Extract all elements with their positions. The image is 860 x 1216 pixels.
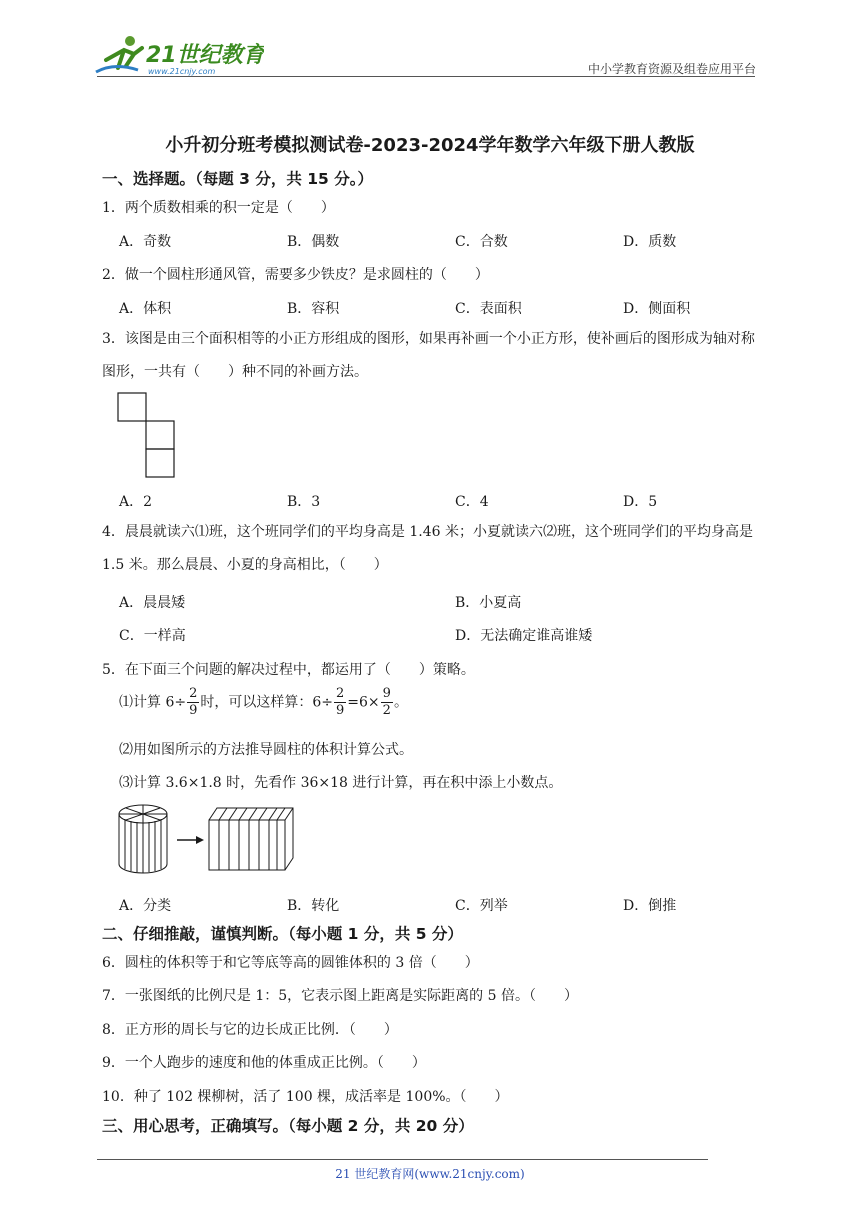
three-squares-figure: [117, 392, 177, 480]
header-divider: [97, 76, 755, 77]
section2-heading: 二、仔细推敲，谨慎判断。（每小题 1 分，共 5 分）: [102, 925, 463, 943]
q8-text: 8．正方形的周长与它的边长成正比例．（ ）: [102, 1022, 398, 1038]
q3-option-a: A．2: [119, 494, 153, 510]
fraction: $\frac{2}{9}$: [189, 686, 198, 718]
page-title: 小升初分班考模拟测试卷-2023-2024学年数学六年级下册人教版: [165, 135, 695, 156]
q1-text: 1．两个质数相乘的积一定是（ ）: [102, 200, 335, 216]
platform-name: 中小学教育资源及组卷应用平台: [587, 62, 756, 76]
q5-text: 5．在下面三个问题的解决过程中，都运用了（ ）策略。: [102, 662, 475, 678]
q4-option-b: B．小夏高: [455, 595, 522, 611]
q7-text: 7．一张图纸的比例尺是 1：5，它表示图上距离是实际距离的 5 倍。（ ）: [102, 988, 578, 1004]
q2-text: 2．做一个圆柱形通风管，需要多少铁皮？是求圆柱的（ ）: [102, 267, 489, 283]
q2-option-d: D．侧面积: [623, 301, 691, 317]
q2-option-b: B．容积: [287, 301, 340, 317]
q3-option-b: B．3: [287, 494, 321, 510]
footer-divider: [97, 1159, 708, 1160]
footer-text: 21 世纪教育网(www.21cnjy.com): [335, 1167, 525, 1181]
section1-heading: 一、选择题。（每题 3 分，共 15 分。）: [102, 170, 373, 188]
q3-option-c: C．4: [455, 494, 489, 510]
cylinder-transform-figure: [112, 800, 302, 880]
q10-text: 10．种了 102 棵柳树，活了 100 棵，成活率是 100%。（ ）: [102, 1089, 509, 1105]
runner-icon: [96, 36, 142, 72]
section3-heading: 三、用心思考，正确填写。（每小题 2 分，共 20 分）: [102, 1117, 474, 1135]
q4-option-c: C．一样高: [119, 628, 186, 644]
q9-text: 9．一个人跑步的速度和他的体重成正比例。（ ）: [102, 1055, 426, 1071]
q1-option-b: B．偶数: [287, 234, 340, 250]
q5-option-d: D．倒推: [623, 898, 677, 914]
q1-option-c: C．合数: [455, 234, 508, 250]
q5-option-a: A．分类: [119, 898, 172, 914]
q3-option-d: D．5: [623, 494, 658, 510]
site-logo: [94, 32, 264, 76]
logo-url: www.21cnjy.com: [148, 67, 216, 76]
q2-option-c: C．表面积: [455, 301, 522, 317]
fraction: $\frac{2}{9}$: [336, 686, 345, 718]
q5-option-b: B．转化: [287, 898, 340, 914]
q5-sub2: ⑵用如图所示的方法推导圆柱的体积计算公式。: [119, 742, 413, 758]
q1-option-d: D．质数: [623, 234, 677, 250]
q5-sub3: ⑶计算 3.6×1.8 时，先看作 36×18 进行计算，再在积中添上小数点。: [119, 775, 563, 791]
q5-sub1: ⑴计算 6÷ $\frac{2}{9}$ 时，可以这样算：6÷ $\frac{2}{9}$ =6× $\frac{9}{2}$ 。: [119, 686, 408, 718]
q5-option-c: C．列举: [455, 898, 508, 914]
q4-option-a: A．晨晨矮: [119, 595, 186, 611]
q3-text: 3．该图是由三个面积相等的小正方形组成的图形，如果再补画一个小正方形，使补画后的图形成为轴对称图形，一共有（ ）种不同的补画方法。: [102, 331, 755, 380]
logo-text: 21世纪教育: [146, 43, 264, 68]
q6-text: 6．圆柱的体积等于和它等底等高的圆锥体积的 3 倍（ ）: [102, 955, 479, 971]
q1-option-a: A．奇数: [119, 234, 172, 250]
q2-option-a: A．体积: [119, 301, 172, 317]
q4-text: 4．晨晨就读六⑴班，这个班同学们的平均身高是 1.46 米；小夏就读六⑵班，这个班同学们的平均身高是 1.5 米。那么晨晨、小夏的身高相比，（ ）: [102, 524, 753, 573]
fraction: $\frac{9}{2}$: [382, 686, 391, 718]
q4-option-d: D．无法确定谁高谁矮: [455, 628, 593, 644]
